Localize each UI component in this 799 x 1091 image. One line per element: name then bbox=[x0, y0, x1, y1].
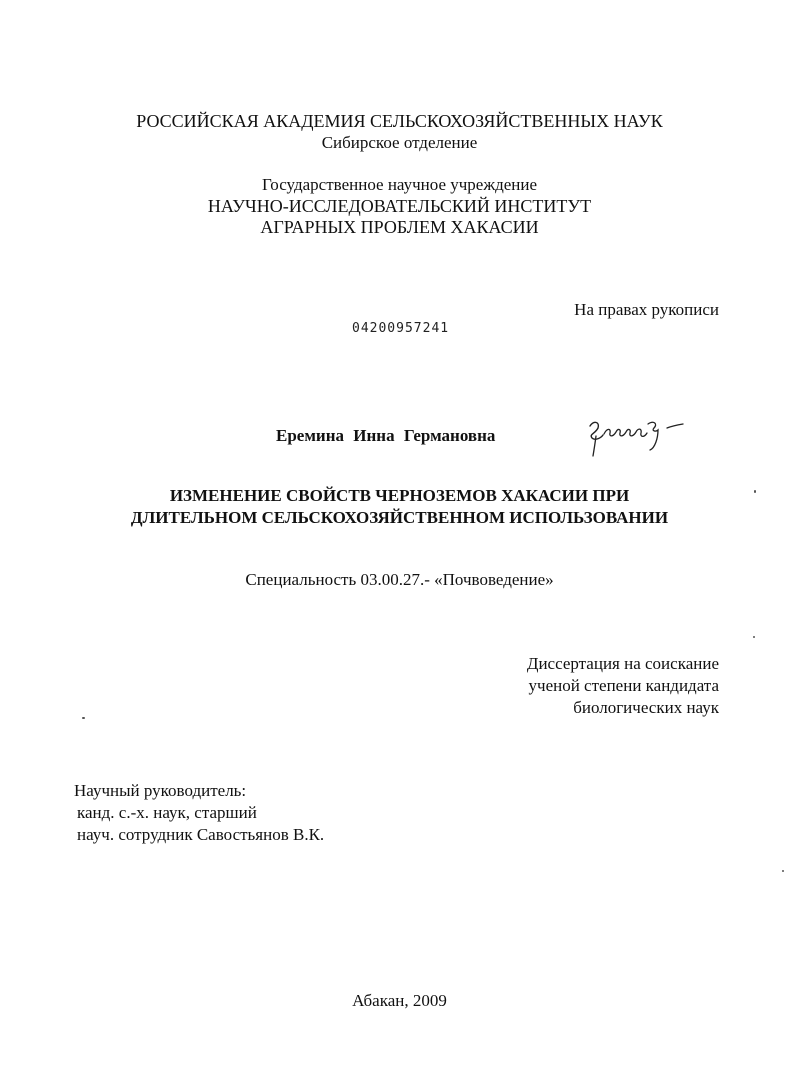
supervisor-label: Научный руководитель: bbox=[74, 781, 247, 800]
institute-name-line2: АГРАРНЫХ ПРОБЛЕМ ХАКАСИИ bbox=[260, 217, 539, 237]
scan-speck bbox=[782, 870, 784, 872]
scan-speck bbox=[753, 636, 755, 638]
institute-name-line1: НАУЧНО-ИССЛЕДОВАТЕЛЬСКИЙ ИНСТИТУТ bbox=[207, 196, 592, 216]
catalog-number: 04200957241 bbox=[352, 321, 450, 336]
manuscript-note: На правах рукописи bbox=[574, 300, 719, 319]
author-name: Еремина Инна Германовна bbox=[276, 426, 496, 445]
branch-name: Сибирское отделение bbox=[321, 133, 478, 152]
degree-line3: биологических наук bbox=[573, 698, 719, 717]
degree-line1: Диссертация на соискание bbox=[526, 654, 719, 673]
specialty: Специальность 03.00.27.- «Почвоведение» bbox=[245, 570, 554, 589]
title-line2: ДЛИТЕЛЬНОМ СЕЛЬСКОХОЗЯЙСТВЕННОМ ИСПОЛЬЗОВАНИИ bbox=[130, 508, 669, 527]
supervisor-line1: канд. с.-х. наук, старший bbox=[77, 803, 257, 822]
supervisor-line2: науч. сотрудник Савостьянов В.К. bbox=[77, 825, 325, 844]
academy-name: РОССИЙСКАЯ АКАДЕМИЯ СЕЛЬСКОХОЗЯЙСТВЕННЫХ НАУК bbox=[136, 111, 663, 131]
footer-place-year: Абакан, 2009 bbox=[352, 991, 447, 1010]
scan-speck bbox=[754, 490, 756, 493]
degree-line2: ученой степени кандидата bbox=[528, 676, 719, 695]
scan-speck bbox=[82, 717, 85, 719]
author-signature bbox=[582, 410, 692, 460]
title-line1: ИЗМЕНЕНИЕ СВОЙСТВ ЧЕРНОЗЕМОВ ХАКАСИИ ПРИ bbox=[169, 486, 630, 505]
institution-type: Государственное научное учреждение bbox=[261, 175, 538, 194]
